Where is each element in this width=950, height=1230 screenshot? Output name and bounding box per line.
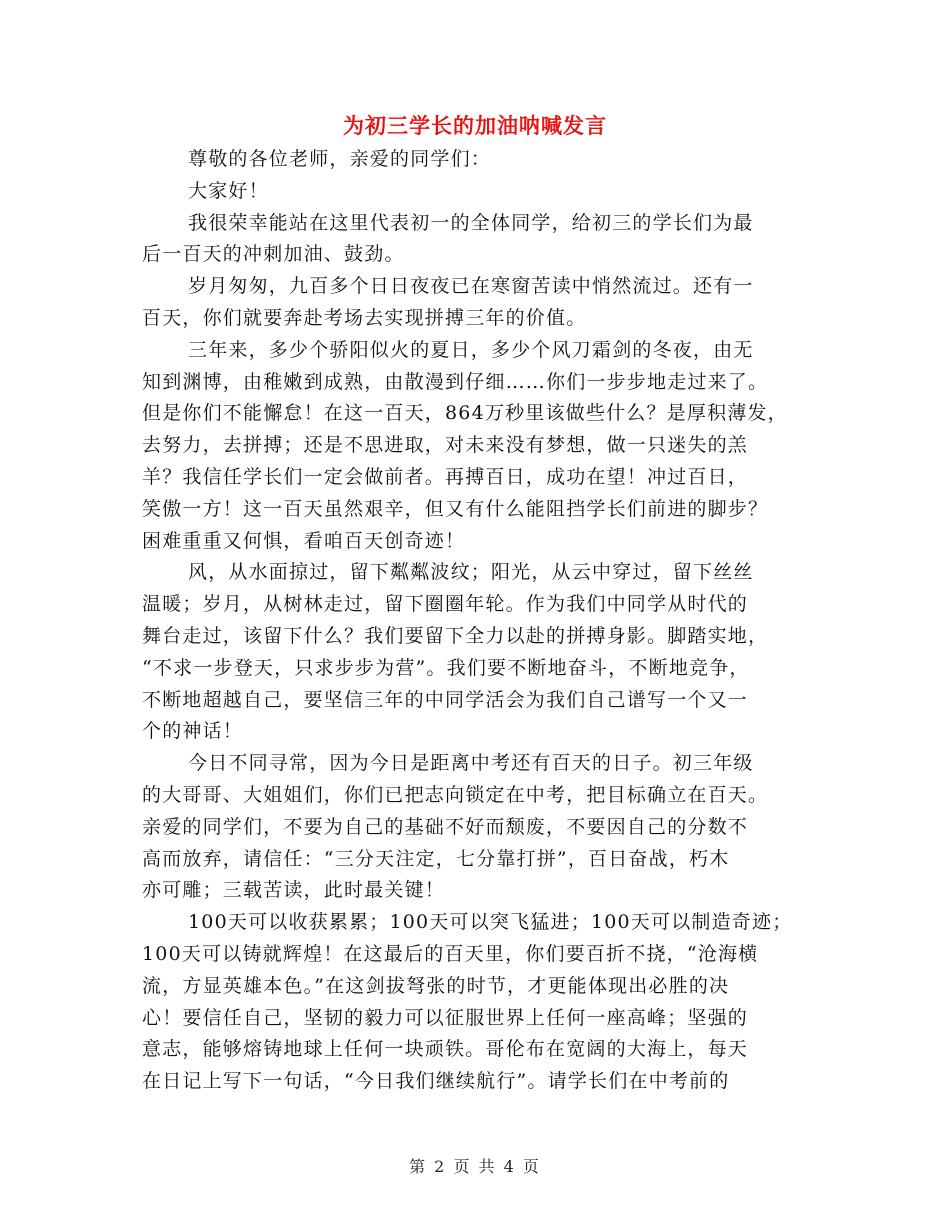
text-line: 尊敬的各位老师，亲爱的同学们： xyxy=(188,148,492,170)
text-line: 大家好！ xyxy=(188,179,269,202)
text-line: 困难重重又何惧，看咱百天创奇迹！ xyxy=(142,529,466,552)
text-line: 羊？我信任学长们一定会做前者。再搏百日，成功在望！冲过百日， xyxy=(142,466,749,488)
text-line: 流，方显英雄本色。”在这剑拔弩张的时节，才更能体现出必胜的决 xyxy=(142,974,730,997)
text-line: 100天可以铸就辉煌！在这最后的百天里，你们要百折不挠，“沧海横 xyxy=(142,943,759,965)
text-line: 意志，能够熔铸地球上任何一块顽铁。哥伦布在宽阔的大海上，每天 xyxy=(142,1038,749,1061)
text-line: 心！要信任自己，坚韧的毅力可以征服世界上任何一座高峰；坚强的 xyxy=(142,1006,749,1029)
text-line: 亦可雕；三载苦读，此时最关键！ xyxy=(142,879,446,902)
text-line: 在日记上写下一句话，“今日我们继续航行”。请学长们在中考前的 xyxy=(142,1070,730,1093)
text-line: 后一百天的冲刺加油、鼓劲。 xyxy=(142,243,405,266)
text-line: 不断地超越自己，要坚信三年的中同学活会为我们自己谱写一个又一 xyxy=(142,688,749,711)
document-title: 为初三学长的加油呐喊发言 xyxy=(343,113,607,138)
text-line: 但是你们不能懈怠！在这一百天，864万秒里该做些什么？是厚积薄发， xyxy=(142,402,788,425)
text-line: 的大哥哥、大姐姐们，你们已把志向锁定在中考，把目标确立在百天。 xyxy=(142,784,769,806)
text-line: 温暖；岁月，从树林走过，留下圈圈年轮。作为我们中同学从时代的 xyxy=(142,593,749,616)
text-line: 知到渊博，由稚嫩到成熟，由散漫到仔细……你们一步步地走过来了。 xyxy=(142,370,769,393)
page-footer: 第 2 页 共 4 页 xyxy=(409,1157,541,1176)
text-line: 去努力，去拼搏；还是不思进取，对未来没有梦想，做一只迷失的羔 xyxy=(142,434,749,457)
text-line: 风，从水面掠过，留下粼粼波纹；阳光，从云中穿过，留下丝丝 xyxy=(188,561,754,584)
text-line: 今日不同寻常，因为今日是距离中考还有百天的日子。初三年级 xyxy=(188,752,754,775)
text-line: 个的神话！ xyxy=(142,720,244,743)
text-line: “不求一步登天，只求步步为营”。我们要不断地奋斗，不断地竞争， xyxy=(142,656,750,679)
text-line: 三年来，多少个骄阳似火的夏日，多少个风刀霜剑的冬夜，由无 xyxy=(188,338,754,361)
text-line: 我很荣幸能站在这里代表初一的全体同学，给初三的学长们为最 xyxy=(188,211,754,234)
text-line: 岁月匆匆，九百多个日日夜夜已在寒窗苦读中悄然流过。还有一 xyxy=(188,275,754,298)
text-line: 亲爱的同学们，不要为自己的基础不好而颓废，不要因自己的分数不 xyxy=(142,815,749,838)
text-line: 笑傲一方！这一百天虽然艰辛，但又有什么能阻挡学长们前进的脚步？ xyxy=(142,497,769,520)
text-line: 百天，你们就要奔赴考场去实现拼搏三年的价值。 xyxy=(142,307,587,329)
text-line: 100天可以收获累累；100天可以突飞猛进；100天可以制造奇迹； xyxy=(188,911,793,934)
text-line: 高而放弃，请信任：“三分天注定，七分靠打拼”，百日奋战，朽木 xyxy=(142,847,730,870)
text-line: 舞台走过，该留下什么？我们要留下全力以赴的拼搏身影。脚踏实地， xyxy=(142,625,769,647)
